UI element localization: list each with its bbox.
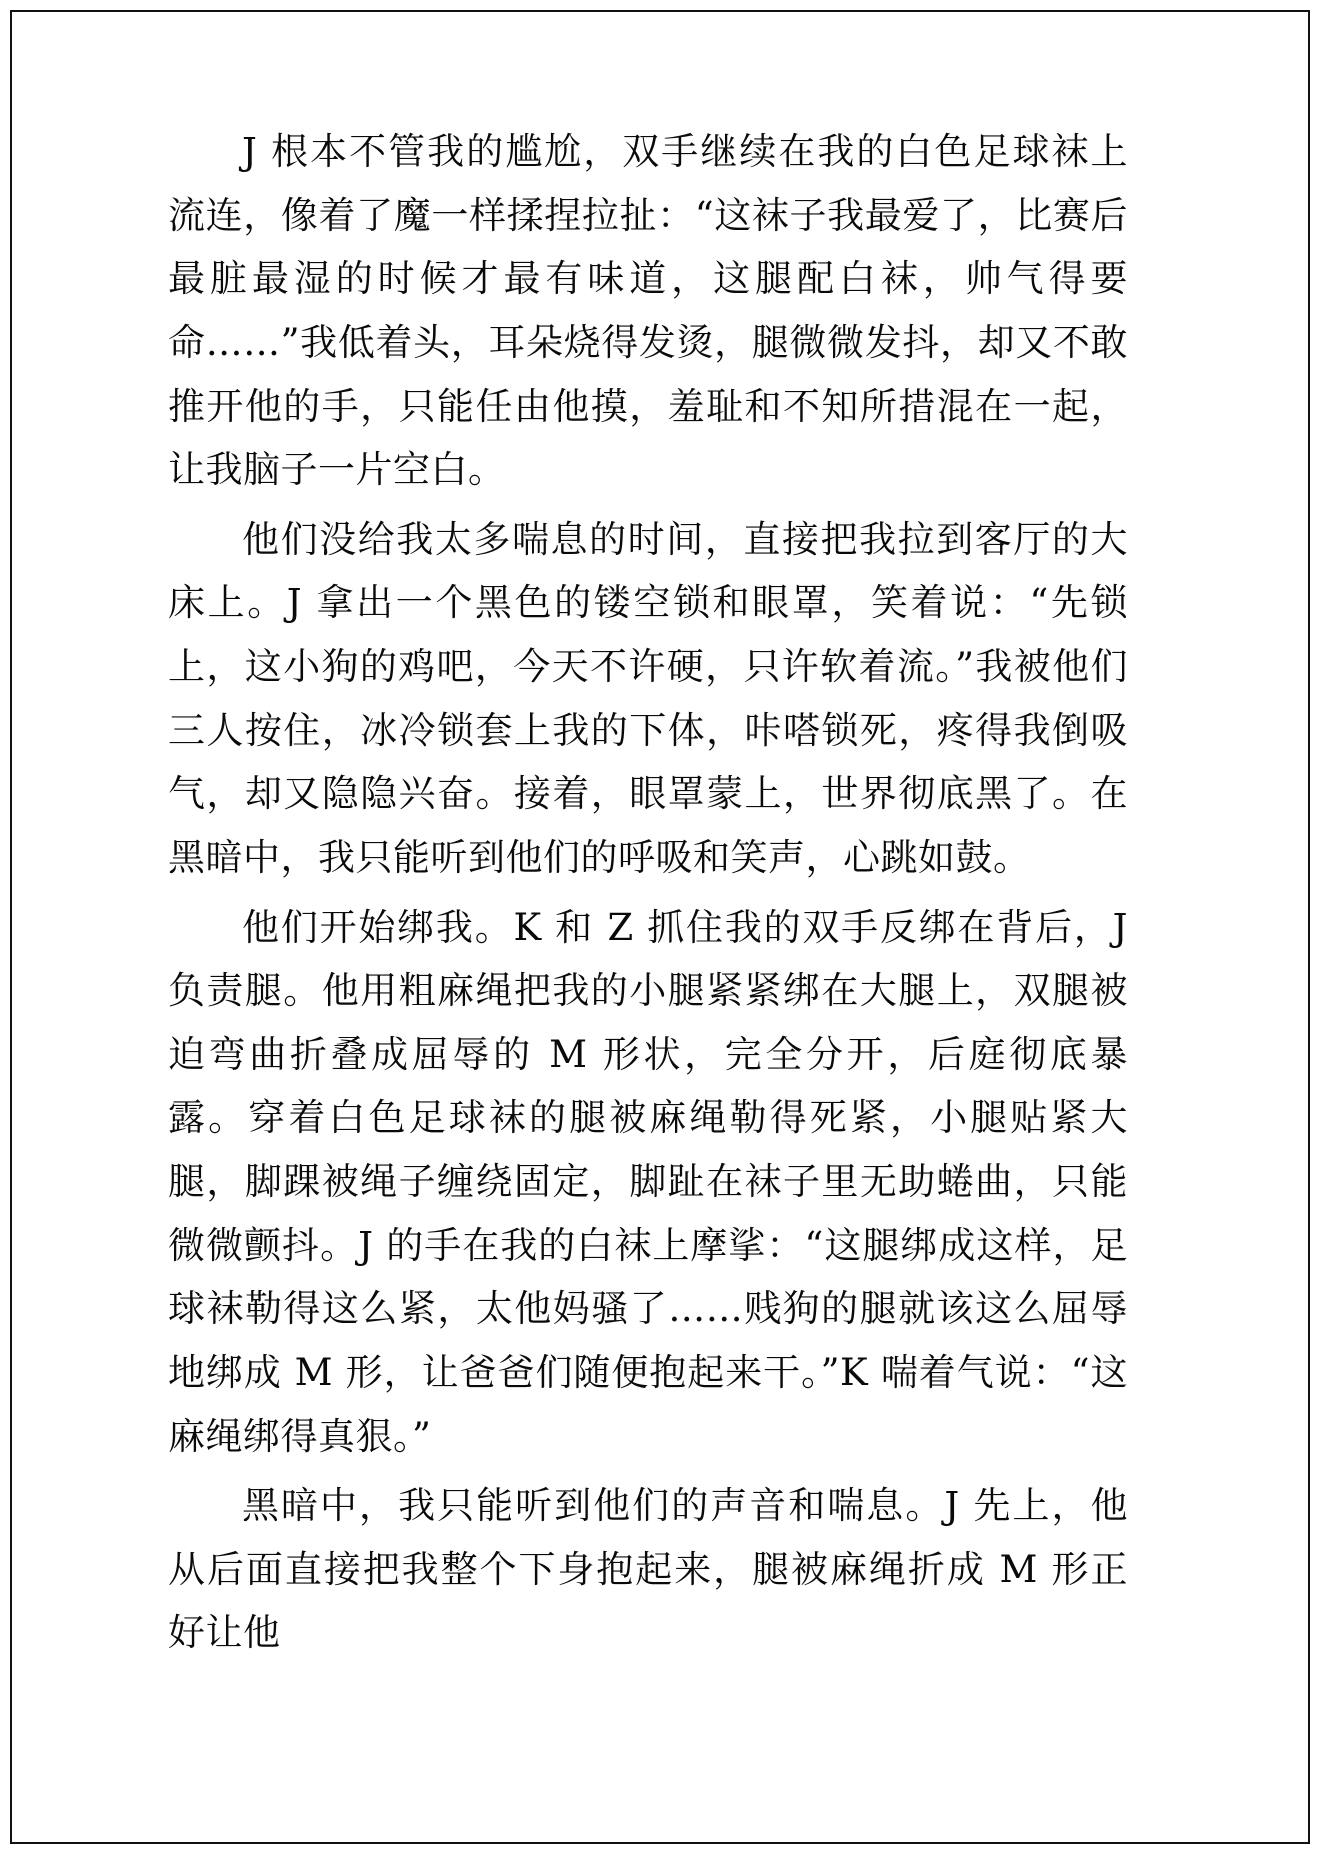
paragraph: 他们没给我太多喘息的时间，直接把我拉到客厅的大床上。J 拿出一个黑色的镂空锁和眼罩，笑着说：“先锁上，这小狗的鸡吧，今天不许硬，只许软着流。”我被他们三人按住，冰冷锁套上我的下体，咔嗒锁死，疼得我倒吸气，却又隐隐兴奋。接着，眼罩蒙上，世界彻底黑了。在黑暗中，我只能听到他们的呼吸和笑声，心跳如鼓。 [168, 517, 1128, 879]
paragraph: 他们开始绑我。K 和 Z 抓住我的双手反绑在背后，J 负责腿。他用粗麻绳把我的小腿紧紧绑在大腿上，双腿被迫弯曲折叠成屈辱的 M 形状，完全分开，后庭彻底暴露。穿着白色足球袜的腿被麻绳勒得死紧，小腿贴紧大腿，脚踝被绳子缠绕固定，脚趾在袜子里无助蜷曲，只能微微颤抖。J 的手在我的白袜上摩挲：“这腿绑成这样，足球袜勒得这么紧，太他妈骚了……贱狗的腿就该这么屈辱地绑成 M 形，让爸爸们随便抱起来干。”K 喘着气说：“这麻绳绑得真狠。” [168, 905, 1141, 1458]
paragraph: 黑暗中，我只能听到他们的声音和喘息。J 先上，他从后面直接把我整个下身抱起来，腿被麻绳折成 M 形正好让他 [168, 1484, 1128, 1655]
paragraph: J 根本不管我的尴尬，双手继续在我的白色足球袜上流连，像着了魔一样揉捏拉扯：“这袜子我最爱了，比赛后最脏最湿的时候才最有味道，这腿配白袜，帅气得要命……”我低着头，耳朵烧得发烫，腿微微发抖，却又不敢推开他的手，只能任由他摸，羞耻和不知所措混在一起，让我脑子一片空白。 [168, 130, 1128, 492]
page-text-body [168, 120, 1141, 1671]
